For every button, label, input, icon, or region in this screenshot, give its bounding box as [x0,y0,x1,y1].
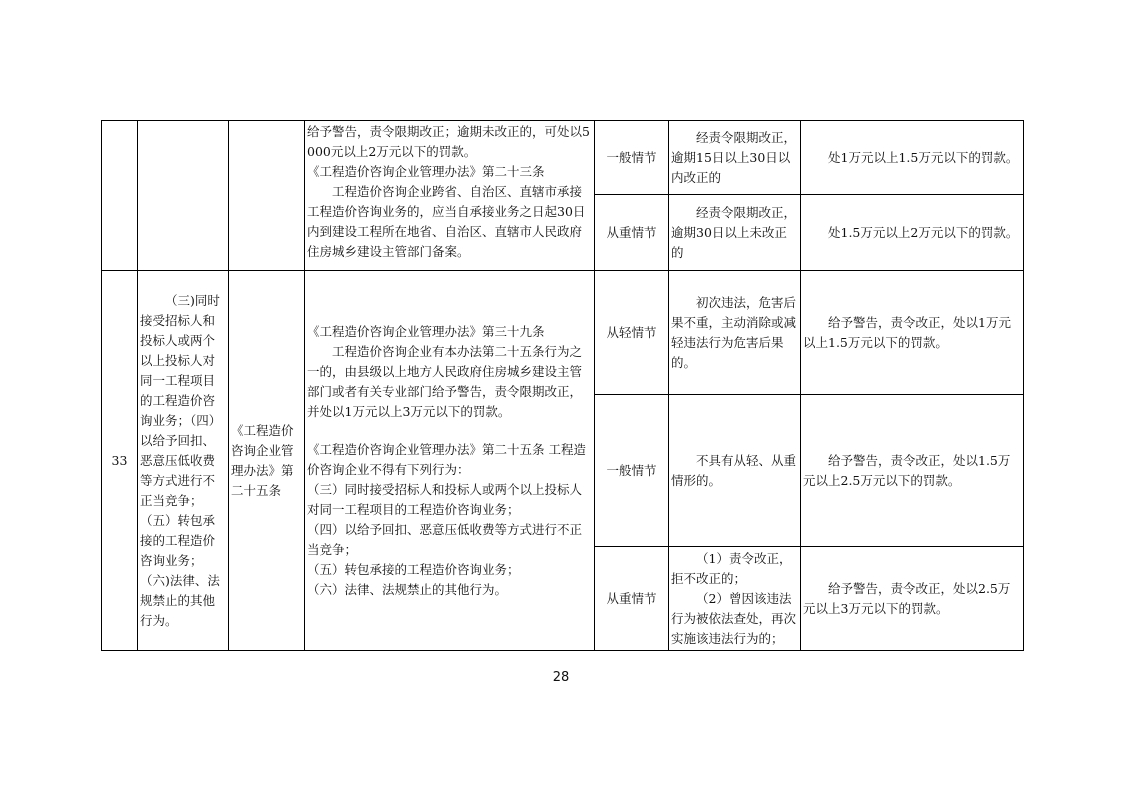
illegal-act-cell [138,121,229,271]
circumstance-item: （2）曾因该违法行为被依法查处，再次实施该违法行为的； [671,590,797,646]
circumstance-item: （1）责令改正，拒不改正的； [671,550,792,586]
legal-basis-name-cell [229,121,305,271]
penalty-standard: 给予警告，责令改正，处以1.5万元以上2.5万元以下的罚款。 [801,395,1024,547]
row-number: 33 [102,271,138,651]
circumstance-category: 从重情节 [595,195,669,271]
circumstance-description: 经责令限期改正，逾期15日以上30日以内改正的 [669,121,801,195]
circumstance-description: 经责令限期改正，逾期30日以上未改正的 [669,195,801,271]
circumstance-description: 不具有从轻、从重情形的。 [669,395,801,547]
basis-list-item: （五）转包承接的工程造价咨询业务； [307,561,520,577]
legal-basis-text-cell [305,271,595,651]
circumstance-category: 一般情节 [595,395,669,547]
illegal-act-cell: （三)同时接受招标人和投标人或两个以上投标人对同一工程项目的工程造价咨询业务；（四）以给予回扣、恶意压低收费等方式进行不正当竞争；（五）转包承接的工程造价咨询业务；（六)法律、法规禁止的其他行为。 [138,271,229,651]
basis-article-title: 《工程造价咨询企业管理办法》第二十五条 工程造价咨询企业不得有下列行为： [307,441,586,477]
basis-paragraph: 《工程造价咨询企业管理办法》第二十三条 [307,164,545,179]
basis-article-title: 《工程造价咨询企业管理办法》第三十九条 [307,323,545,339]
page-number: 28 [552,670,570,685]
basis-paragraph: 给予警告，责令限期改正；逾期未改正的，可处以5000元以上2万元以下的罚款。 [307,124,590,159]
penalty-standard: 处1万元以上1.5万元以下的罚款。 [801,121,1024,195]
circumstance-category: 从轻情节 [595,271,669,395]
penalty-standard: 给予警告，责令改正，处以2.5万元以上3万元以下的罚款。 [801,547,1024,651]
circumstance-category: 从重情节 [595,547,669,651]
legal-basis-text-cell [305,121,595,271]
circumstance-category: 一般情节 [595,121,669,195]
basis-paragraph: 工程造价咨询企业有本办法第二十五条行为之一的，由县级以上地方人民政府住房城乡建设主管部门或者有关专业部门给予警告，责令限期改正，并处以1万元以上3万元以下的罚款。 [307,343,583,419]
penalty-standard: 处1.5万元以上2万元以下的罚款。 [801,195,1024,271]
basis-list-item: （四）以给予回扣、恶意压低收费等方式进行不正当竞争； [307,521,583,557]
circumstance-description [669,547,801,651]
legal-basis-name-cell: 《工程造价咨询企业管理办法》第二十五条 [229,271,305,651]
circumstance-description: 初次违法，危害后果不重，主动消除或减轻违法行为危害后果的。 [669,271,801,395]
basis-list-item: （三）同时接受招标人和投标人或两个以上投标人对同一工程项目的工程造价咨询业务； [307,481,583,517]
row-number [102,121,138,271]
table-row [102,271,1024,395]
penalty-table [101,120,1024,651]
penalty-standard: 给予警告，责令改正，处以1万元以上1.5万元以下的罚款。 [801,271,1024,395]
table-row [102,121,1024,195]
basis-paragraph: 工程造价咨询企业跨省、自治区、直辖市承接工程造价咨询业务的，应当自承接业务之日起30日内到建设工程所在地省、自治区、直辖市人民政府住房城乡建设主管部门备案。 [307,184,586,259]
basis-list-item: （六）法律、法规禁止的其他行为。 [307,581,508,597]
